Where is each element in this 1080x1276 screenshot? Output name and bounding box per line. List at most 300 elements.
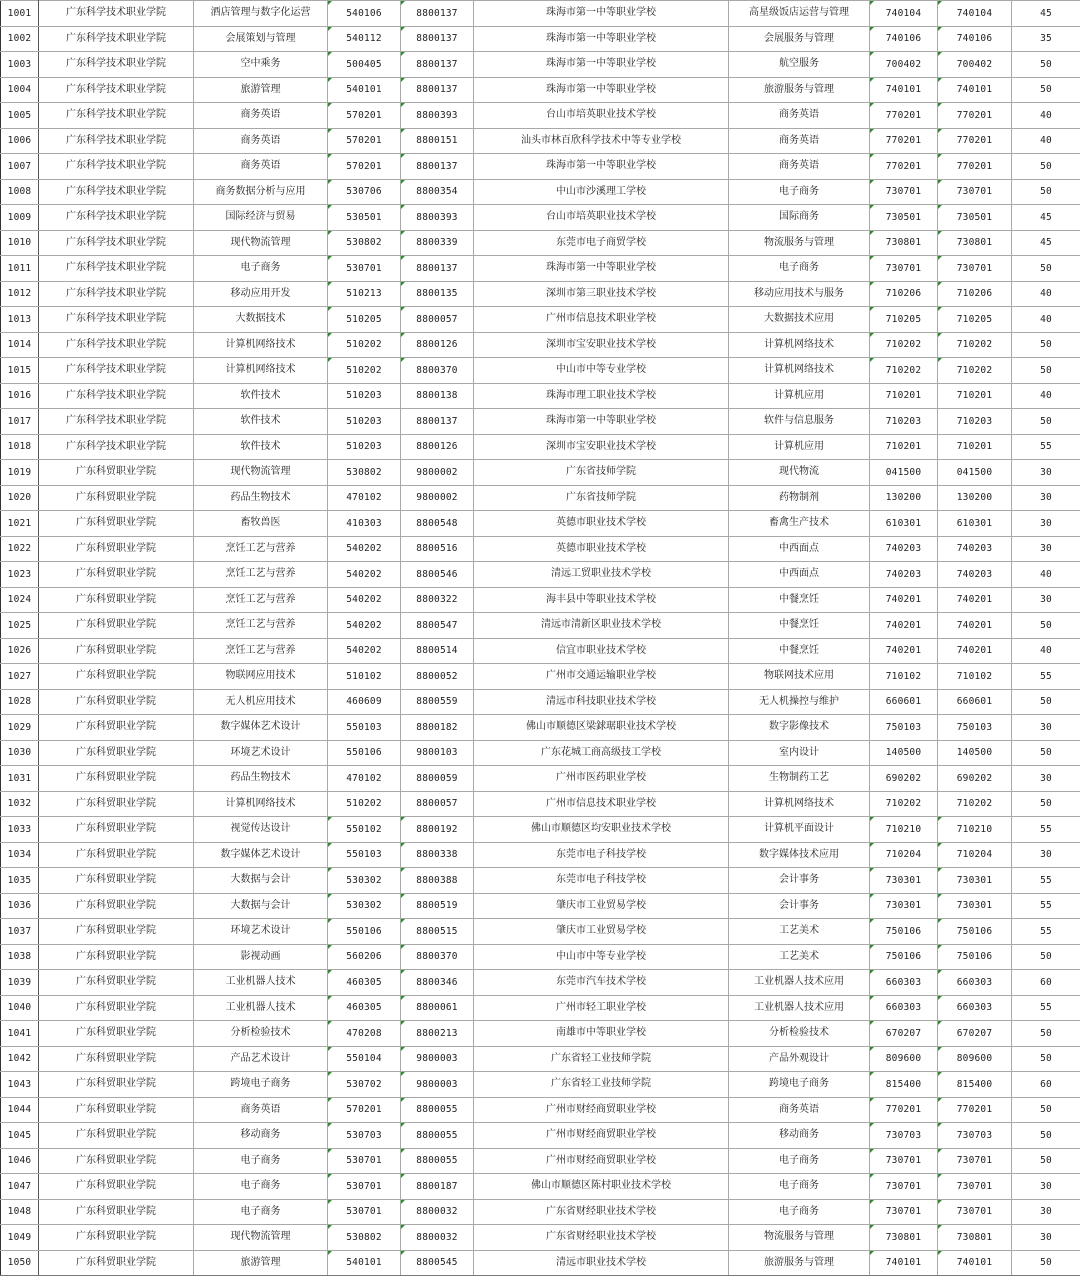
college-cell[interactable]: 广东科贸职业学院 (39, 1021, 194, 1047)
secondary-major-code2-cell[interactable]: 130200 (938, 485, 1012, 511)
secondary-major-code-cell[interactable]: 740106 (870, 26, 938, 52)
row-index-cell[interactable]: 1006 (1, 128, 39, 154)
secondary-major-code2-cell[interactable]: 740203 (938, 562, 1012, 588)
college-cell[interactable]: 广东科贸职业学院 (39, 944, 194, 970)
major-code-cell[interactable]: 460609 (328, 689, 401, 715)
college-cell[interactable]: 广东科贸职业学院 (39, 740, 194, 766)
major-code-cell[interactable]: 530702 (328, 1072, 401, 1098)
enrollment-plan-cell[interactable]: 50 (1012, 1046, 1080, 1072)
college-cell[interactable]: 广东科贸职业学院 (39, 817, 194, 843)
school-code-cell[interactable]: 8800055 (401, 1097, 474, 1123)
enrollment-plan-cell[interactable]: 55 (1012, 817, 1080, 843)
secondary-major-code-cell[interactable]: 710205 (870, 307, 938, 333)
secondary-major-code2-cell[interactable]: 740201 (938, 613, 1012, 639)
row-index-cell[interactable]: 1042 (1, 1046, 39, 1072)
secondary-major-cell[interactable]: 计算机应用 (729, 434, 870, 460)
secondary-major-code-cell[interactable]: 750103 (870, 715, 938, 741)
major-code-cell[interactable]: 540202 (328, 562, 401, 588)
major-cell[interactable]: 商务英语 (194, 1097, 328, 1123)
enrollment-plan-cell[interactable]: 50 (1012, 77, 1080, 103)
college-cell[interactable]: 广东科学技术职业学院 (39, 26, 194, 52)
major-code-cell[interactable]: 530706 (328, 179, 401, 205)
school-cell[interactable]: 深圳市宝安职业技术学校 (474, 332, 729, 358)
college-cell[interactable]: 广东科贸职业学院 (39, 664, 194, 690)
row-index-cell[interactable]: 1048 (1, 1199, 39, 1225)
major-cell[interactable]: 软件技术 (194, 383, 328, 409)
school-cell[interactable]: 汕头市林百欣科学技术中等专业学校 (474, 128, 729, 154)
secondary-major-code-cell[interactable]: 730801 (870, 230, 938, 256)
secondary-major-cell[interactable]: 会展服务与管理 (729, 26, 870, 52)
secondary-major-code-cell[interactable]: 710102 (870, 664, 938, 690)
major-code-cell[interactable]: 540202 (328, 613, 401, 639)
secondary-major-code2-cell[interactable]: 740101 (938, 1250, 1012, 1276)
major-cell[interactable]: 环境艺术设计 (194, 919, 328, 945)
college-cell[interactable]: 广东科学技术职业学院 (39, 281, 194, 307)
secondary-major-code-cell[interactable]: 770201 (870, 128, 938, 154)
major-cell[interactable]: 空中乘务 (194, 52, 328, 78)
major-cell[interactable]: 计算机网络技术 (194, 358, 328, 384)
row-index-cell[interactable]: 1038 (1, 944, 39, 970)
secondary-major-cell[interactable]: 工业机器人技术应用 (729, 970, 870, 996)
secondary-major-cell[interactable]: 电子商务 (729, 1148, 870, 1174)
enrollment-plan-cell[interactable]: 50 (1012, 740, 1080, 766)
major-code-cell[interactable]: 530302 (328, 868, 401, 894)
college-cell[interactable]: 广东科贸职业学院 (39, 970, 194, 996)
secondary-major-code2-cell[interactable]: 660303 (938, 995, 1012, 1021)
major-cell[interactable]: 无人机应用技术 (194, 689, 328, 715)
major-cell[interactable]: 电子商务 (194, 1148, 328, 1174)
major-cell[interactable]: 现代物流管理 (194, 460, 328, 486)
enrollment-plan-cell[interactable]: 30 (1012, 715, 1080, 741)
school-cell[interactable]: 珠海市第一中等职业学校 (474, 256, 729, 282)
major-cell[interactable]: 畜牧兽医 (194, 511, 328, 537)
college-cell[interactable]: 广东科学技术职业学院 (39, 383, 194, 409)
secondary-major-cell[interactable]: 航空服务 (729, 52, 870, 78)
secondary-major-code2-cell[interactable]: 809600 (938, 1046, 1012, 1072)
secondary-major-code-cell[interactable]: 770201 (870, 154, 938, 180)
row-index-cell[interactable]: 1020 (1, 485, 39, 511)
row-index-cell[interactable]: 1039 (1, 970, 39, 996)
college-cell[interactable]: 广东科学技术职业学院 (39, 409, 194, 435)
secondary-major-code2-cell[interactable]: 730301 (938, 893, 1012, 919)
secondary-major-cell[interactable]: 商务英语 (729, 154, 870, 180)
enrollment-plan-cell[interactable]: 45 (1012, 1, 1080, 27)
row-index-cell[interactable]: 1034 (1, 842, 39, 868)
school-code-cell[interactable]: 8800516 (401, 536, 474, 562)
college-cell[interactable]: 广东科学技术职业学院 (39, 230, 194, 256)
secondary-major-code2-cell[interactable]: 750106 (938, 944, 1012, 970)
school-cell[interactable]: 珠海市第一中等职业学校 (474, 409, 729, 435)
row-index-cell[interactable]: 1009 (1, 205, 39, 231)
school-code-cell[interactable]: 8800151 (401, 128, 474, 154)
major-cell[interactable]: 视觉传达设计 (194, 817, 328, 843)
secondary-major-cell[interactable]: 电子商务 (729, 1199, 870, 1225)
secondary-major-cell[interactable]: 药物制剂 (729, 485, 870, 511)
secondary-major-code-cell[interactable]: 660303 (870, 995, 938, 1021)
major-code-cell[interactable]: 550103 (328, 715, 401, 741)
enrollment-plan-cell[interactable]: 45 (1012, 230, 1080, 256)
enrollment-plan-cell[interactable]: 50 (1012, 358, 1080, 384)
secondary-major-code2-cell[interactable]: 710201 (938, 434, 1012, 460)
major-cell[interactable]: 现代物流管理 (194, 230, 328, 256)
secondary-major-cell[interactable]: 计算机应用 (729, 383, 870, 409)
major-code-cell[interactable]: 540202 (328, 536, 401, 562)
school-cell[interactable]: 肇庆市工业贸易学校 (474, 919, 729, 945)
major-cell[interactable]: 电子商务 (194, 1174, 328, 1200)
school-cell[interactable]: 清远市科技职业技术学校 (474, 689, 729, 715)
secondary-major-cell[interactable]: 中西面点 (729, 562, 870, 588)
school-cell[interactable]: 佛山市顺德区梁銶琚职业技术学校 (474, 715, 729, 741)
secondary-major-cell[interactable]: 软件与信息服务 (729, 409, 870, 435)
secondary-major-code2-cell[interactable]: 770201 (938, 103, 1012, 129)
secondary-major-code2-cell[interactable]: 710102 (938, 664, 1012, 690)
secondary-major-code-cell[interactable]: 730701 (870, 256, 938, 282)
row-index-cell[interactable]: 1030 (1, 740, 39, 766)
major-cell[interactable]: 工业机器人技术 (194, 995, 328, 1021)
school-cell[interactable]: 东莞市电子商贸学校 (474, 230, 729, 256)
secondary-major-code-cell[interactable]: 730701 (870, 1199, 938, 1225)
secondary-major-code2-cell[interactable]: 710210 (938, 817, 1012, 843)
secondary-major-code-cell[interactable]: 815400 (870, 1072, 938, 1098)
secondary-major-code2-cell[interactable]: 740101 (938, 77, 1012, 103)
secondary-major-cell[interactable]: 物流服务与管理 (729, 1225, 870, 1251)
row-index-cell[interactable]: 1007 (1, 154, 39, 180)
major-cell[interactable]: 电子商务 (194, 1199, 328, 1225)
secondary-major-code2-cell[interactable]: 750106 (938, 919, 1012, 945)
secondary-major-cell[interactable]: 国际商务 (729, 205, 870, 231)
enrollment-plan-cell[interactable]: 30 (1012, 1174, 1080, 1200)
secondary-major-cell[interactable]: 商务英语 (729, 128, 870, 154)
major-code-cell[interactable]: 460305 (328, 995, 401, 1021)
secondary-major-code-cell[interactable]: 730701 (870, 179, 938, 205)
school-cell[interactable]: 深圳市宝安职业技术学校 (474, 434, 729, 460)
major-code-cell[interactable]: 530703 (328, 1123, 401, 1149)
college-cell[interactable]: 广东科贸职业学院 (39, 485, 194, 511)
school-code-cell[interactable]: 8800393 (401, 103, 474, 129)
major-code-cell[interactable]: 550104 (328, 1046, 401, 1072)
school-code-cell[interactable]: 8800515 (401, 919, 474, 945)
secondary-major-cell[interactable]: 产品外观设计 (729, 1046, 870, 1072)
major-code-cell[interactable]: 550106 (328, 740, 401, 766)
enrollment-plan-cell[interactable]: 60 (1012, 1072, 1080, 1098)
college-cell[interactable]: 广东科学技术职业学院 (39, 52, 194, 78)
secondary-major-code2-cell[interactable]: 690202 (938, 766, 1012, 792)
secondary-major-cell[interactable]: 工艺美术 (729, 919, 870, 945)
school-code-cell[interactable]: 8800546 (401, 562, 474, 588)
major-cell[interactable]: 产品艺术设计 (194, 1046, 328, 1072)
college-cell[interactable]: 广东科贸职业学院 (39, 536, 194, 562)
row-index-cell[interactable]: 1033 (1, 817, 39, 843)
college-cell[interactable]: 广东科贸职业学院 (39, 1250, 194, 1276)
secondary-major-code-cell[interactable]: 740201 (870, 587, 938, 613)
school-code-cell[interactable]: 8800135 (401, 281, 474, 307)
secondary-major-cell[interactable]: 畜禽生产技术 (729, 511, 870, 537)
major-cell[interactable]: 数字媒体艺术设计 (194, 715, 328, 741)
college-cell[interactable]: 广东科贸职业学院 (39, 1123, 194, 1149)
major-code-cell[interactable]: 410303 (328, 511, 401, 537)
secondary-major-code2-cell[interactable]: 815400 (938, 1072, 1012, 1098)
secondary-major-code-cell[interactable]: 730301 (870, 893, 938, 919)
enrollment-plan-cell[interactable]: 50 (1012, 179, 1080, 205)
college-cell[interactable]: 广东科学技术职业学院 (39, 307, 194, 333)
secondary-major-code2-cell[interactable]: 730501 (938, 205, 1012, 231)
school-cell[interactable]: 珠海市第一中等职业学校 (474, 52, 729, 78)
school-cell[interactable]: 佛山市顺德区均安职业技术学校 (474, 817, 729, 843)
major-code-cell[interactable]: 570201 (328, 1097, 401, 1123)
college-cell[interactable]: 广东科学技术职业学院 (39, 103, 194, 129)
school-code-cell[interactable]: 8800182 (401, 715, 474, 741)
college-cell[interactable]: 广东科学技术职业学院 (39, 332, 194, 358)
secondary-major-code-cell[interactable]: 710201 (870, 383, 938, 409)
major-cell[interactable]: 烹饪工艺与营养 (194, 562, 328, 588)
row-index-cell[interactable]: 1003 (1, 52, 39, 78)
enrollment-plan-cell[interactable]: 50 (1012, 256, 1080, 282)
school-cell[interactable]: 台山市培英职业技术学校 (474, 205, 729, 231)
enrollment-plan-cell[interactable]: 50 (1012, 689, 1080, 715)
major-code-cell[interactable]: 550103 (328, 842, 401, 868)
major-code-cell[interactable]: 530701 (328, 1199, 401, 1225)
enrollment-plan-cell[interactable]: 50 (1012, 52, 1080, 78)
school-code-cell[interactable]: 8800322 (401, 587, 474, 613)
row-index-cell[interactable]: 1014 (1, 332, 39, 358)
major-code-cell[interactable]: 530701 (328, 256, 401, 282)
school-cell[interactable]: 台山市培英职业技术学校 (474, 103, 729, 129)
school-cell[interactable]: 清远工贸职业技术学校 (474, 562, 729, 588)
college-cell[interactable]: 广东科学技术职业学院 (39, 434, 194, 460)
college-cell[interactable]: 广东科贸职业学院 (39, 1097, 194, 1123)
enrollment-plan-cell[interactable]: 50 (1012, 1250, 1080, 1276)
major-code-cell[interactable]: 510213 (328, 281, 401, 307)
row-index-cell[interactable]: 1019 (1, 460, 39, 486)
enrollment-plan-cell[interactable]: 50 (1012, 154, 1080, 180)
row-index-cell[interactable]: 1046 (1, 1148, 39, 1174)
secondary-major-cell[interactable]: 中餐烹饪 (729, 613, 870, 639)
major-cell[interactable]: 移动商务 (194, 1123, 328, 1149)
major-code-cell[interactable]: 540202 (328, 638, 401, 664)
school-code-cell[interactable]: 8800393 (401, 205, 474, 231)
major-code-cell[interactable]: 570201 (328, 103, 401, 129)
secondary-major-cell[interactable]: 中餐烹饪 (729, 587, 870, 613)
college-cell[interactable]: 广东科贸职业学院 (39, 1072, 194, 1098)
secondary-major-cell[interactable]: 电子商务 (729, 1174, 870, 1200)
row-index-cell[interactable]: 1017 (1, 409, 39, 435)
school-cell[interactable]: 广州市医药职业学校 (474, 766, 729, 792)
major-cell[interactable]: 现代物流管理 (194, 1225, 328, 1251)
college-cell[interactable]: 广东科学技术职业学院 (39, 358, 194, 384)
row-index-cell[interactable]: 1016 (1, 383, 39, 409)
row-index-cell[interactable]: 1028 (1, 689, 39, 715)
secondary-major-code-cell[interactable]: 700402 (870, 52, 938, 78)
school-cell[interactable]: 广东花城工商高级技工学校 (474, 740, 729, 766)
college-cell[interactable]: 广东科贸职业学院 (39, 1225, 194, 1251)
school-cell[interactable]: 佛山市顺德区陈村职业技术学校 (474, 1174, 729, 1200)
major-code-cell[interactable]: 510203 (328, 409, 401, 435)
school-code-cell[interactable]: 8800370 (401, 944, 474, 970)
secondary-major-code-cell[interactable]: 750106 (870, 944, 938, 970)
school-cell[interactable]: 中山市沙溪理工学校 (474, 179, 729, 205)
major-code-cell[interactable]: 550102 (328, 817, 401, 843)
secondary-major-code2-cell[interactable]: 041500 (938, 460, 1012, 486)
enrollment-plan-cell[interactable]: 50 (1012, 1097, 1080, 1123)
secondary-major-cell[interactable]: 无人机操控与维护 (729, 689, 870, 715)
secondary-major-code2-cell[interactable]: 770201 (938, 1097, 1012, 1123)
major-code-cell[interactable]: 530802 (328, 1225, 401, 1251)
college-cell[interactable]: 广东科学技术职业学院 (39, 154, 194, 180)
school-code-cell[interactable]: 8800137 (401, 52, 474, 78)
secondary-major-cell[interactable]: 会计事务 (729, 893, 870, 919)
major-code-cell[interactable]: 470208 (328, 1021, 401, 1047)
school-code-cell[interactable]: 8800052 (401, 664, 474, 690)
major-code-cell[interactable]: 510202 (328, 791, 401, 817)
secondary-major-code-cell[interactable]: 809600 (870, 1046, 938, 1072)
school-code-cell[interactable]: 8800213 (401, 1021, 474, 1047)
secondary-major-code-cell[interactable]: 730703 (870, 1123, 938, 1149)
major-cell[interactable]: 旅游管理 (194, 77, 328, 103)
college-cell[interactable]: 广东科学技术职业学院 (39, 256, 194, 282)
major-cell[interactable]: 烹饪工艺与营养 (194, 536, 328, 562)
secondary-major-code-cell[interactable]: 710202 (870, 791, 938, 817)
school-code-cell[interactable]: 8800138 (401, 383, 474, 409)
row-index-cell[interactable]: 1027 (1, 664, 39, 690)
school-cell[interactable]: 东莞市电子科技学校 (474, 868, 729, 894)
major-cell[interactable]: 大数据与会计 (194, 868, 328, 894)
major-code-cell[interactable]: 540112 (328, 26, 401, 52)
secondary-major-code2-cell[interactable]: 730703 (938, 1123, 1012, 1149)
school-cell[interactable]: 广州市财经商贸职业学校 (474, 1097, 729, 1123)
secondary-major-code2-cell[interactable]: 710201 (938, 383, 1012, 409)
enrollment-plan-cell[interactable]: 40 (1012, 562, 1080, 588)
school-cell[interactable]: 中山市中等专业学校 (474, 358, 729, 384)
secondary-major-code2-cell[interactable]: 660601 (938, 689, 1012, 715)
secondary-major-code2-cell[interactable]: 740106 (938, 26, 1012, 52)
enrollment-plan-cell[interactable]: 30 (1012, 766, 1080, 792)
row-index-cell[interactable]: 1045 (1, 1123, 39, 1149)
secondary-major-cell[interactable]: 商务英语 (729, 103, 870, 129)
major-code-cell[interactable]: 510203 (328, 434, 401, 460)
secondary-major-code-cell[interactable]: 710206 (870, 281, 938, 307)
enrollment-plan-cell[interactable]: 30 (1012, 460, 1080, 486)
major-cell[interactable]: 数字媒体艺术设计 (194, 842, 328, 868)
school-code-cell[interactable]: 8800519 (401, 893, 474, 919)
enrollment-plan-cell[interactable]: 40 (1012, 128, 1080, 154)
secondary-major-code-cell[interactable]: 740201 (870, 613, 938, 639)
secondary-major-code2-cell[interactable]: 740201 (938, 587, 1012, 613)
enrollment-plan-cell[interactable]: 45 (1012, 205, 1080, 231)
secondary-major-code-cell[interactable]: 690202 (870, 766, 938, 792)
secondary-major-code-cell[interactable]: 730501 (870, 205, 938, 231)
secondary-major-code-cell[interactable]: 710202 (870, 358, 938, 384)
secondary-major-cell[interactable]: 工艺美术 (729, 944, 870, 970)
school-cell[interactable]: 广东省技师学院 (474, 460, 729, 486)
enrollment-plan-cell[interactable]: 50 (1012, 1021, 1080, 1047)
enrollment-plan-cell[interactable]: 55 (1012, 664, 1080, 690)
major-cell[interactable]: 烹饪工艺与营养 (194, 638, 328, 664)
row-index-cell[interactable]: 1037 (1, 919, 39, 945)
major-code-cell[interactable]: 510205 (328, 307, 401, 333)
college-cell[interactable]: 广东科贸职业学院 (39, 1148, 194, 1174)
secondary-major-cell[interactable]: 跨境电子商务 (729, 1072, 870, 1098)
school-cell[interactable]: 珠海市第一中等职业学校 (474, 77, 729, 103)
secondary-major-cell[interactable]: 电子商务 (729, 179, 870, 205)
secondary-major-code-cell[interactable]: 041500 (870, 460, 938, 486)
secondary-major-code-cell[interactable]: 730301 (870, 868, 938, 894)
secondary-major-code2-cell[interactable]: 730801 (938, 230, 1012, 256)
row-index-cell[interactable]: 1031 (1, 766, 39, 792)
major-cell[interactable]: 药品生物技术 (194, 485, 328, 511)
school-code-cell[interactable]: 8800370 (401, 358, 474, 384)
school-cell[interactable]: 南雄市中等职业学校 (474, 1021, 729, 1047)
row-index-cell[interactable]: 1001 (1, 1, 39, 27)
major-code-cell[interactable]: 540101 (328, 1250, 401, 1276)
secondary-major-code2-cell[interactable]: 730301 (938, 868, 1012, 894)
secondary-major-code2-cell[interactable]: 730801 (938, 1225, 1012, 1251)
major-code-cell[interactable]: 460305 (328, 970, 401, 996)
secondary-major-code-cell[interactable]: 730701 (870, 1148, 938, 1174)
school-code-cell[interactable]: 8800339 (401, 230, 474, 256)
row-index-cell[interactable]: 1022 (1, 536, 39, 562)
college-cell[interactable]: 广东科贸职业学院 (39, 638, 194, 664)
secondary-major-cell[interactable]: 旅游服务与管理 (729, 77, 870, 103)
secondary-major-code-cell[interactable]: 660601 (870, 689, 938, 715)
major-cell[interactable]: 影视动画 (194, 944, 328, 970)
enrollment-plan-cell[interactable]: 30 (1012, 511, 1080, 537)
college-cell[interactable]: 广东科贸职业学院 (39, 689, 194, 715)
school-code-cell[interactable]: 8800545 (401, 1250, 474, 1276)
major-code-cell[interactable]: 530501 (328, 205, 401, 231)
secondary-major-cell[interactable]: 中餐烹饪 (729, 638, 870, 664)
secondary-major-code-cell[interactable]: 660303 (870, 970, 938, 996)
school-code-cell[interactable]: 8800559 (401, 689, 474, 715)
row-index-cell[interactable]: 1024 (1, 587, 39, 613)
college-cell[interactable]: 广东科学技术职业学院 (39, 77, 194, 103)
major-cell[interactable]: 计算机网络技术 (194, 791, 328, 817)
major-code-cell[interactable]: 570201 (328, 128, 401, 154)
enrollment-plan-cell[interactable]: 55 (1012, 868, 1080, 894)
secondary-major-cell[interactable]: 商务英语 (729, 1097, 870, 1123)
enrollment-plan-cell[interactable]: 55 (1012, 919, 1080, 945)
major-code-cell[interactable]: 530802 (328, 460, 401, 486)
row-index-cell[interactable]: 1049 (1, 1225, 39, 1251)
major-cell[interactable]: 旅游管理 (194, 1250, 328, 1276)
secondary-major-cell[interactable]: 分析检验技术 (729, 1021, 870, 1047)
major-code-cell[interactable]: 510203 (328, 383, 401, 409)
school-cell[interactable]: 广东省财经职业技术学校 (474, 1225, 729, 1251)
school-cell[interactable]: 珠海市第一中等职业学校 (474, 154, 729, 180)
secondary-major-code2-cell[interactable]: 670207 (938, 1021, 1012, 1047)
major-cell[interactable]: 商务英语 (194, 103, 328, 129)
school-code-cell[interactable]: 9800003 (401, 1046, 474, 1072)
enrollment-plan-cell[interactable]: 50 (1012, 613, 1080, 639)
secondary-major-code-cell[interactable]: 130200 (870, 485, 938, 511)
enrollment-plan-cell[interactable]: 50 (1012, 332, 1080, 358)
secondary-major-code-cell[interactable]: 670207 (870, 1021, 938, 1047)
school-cell[interactable]: 英德市职业技术学校 (474, 536, 729, 562)
school-cell[interactable]: 信宜市职业技术学校 (474, 638, 729, 664)
major-code-cell[interactable]: 510202 (328, 332, 401, 358)
secondary-major-code-cell[interactable]: 770201 (870, 1097, 938, 1123)
secondary-major-code-cell[interactable]: 740203 (870, 562, 938, 588)
school-code-cell[interactable]: 8800137 (401, 409, 474, 435)
secondary-major-cell[interactable]: 现代物流 (729, 460, 870, 486)
major-code-cell[interactable]: 530701 (328, 1148, 401, 1174)
enrollment-plan-cell[interactable]: 50 (1012, 1123, 1080, 1149)
secondary-major-cell[interactable]: 大数据技术应用 (729, 307, 870, 333)
row-index-cell[interactable]: 1050 (1, 1250, 39, 1276)
college-cell[interactable]: 广东科贸职业学院 (39, 868, 194, 894)
row-index-cell[interactable]: 1047 (1, 1174, 39, 1200)
secondary-major-cell[interactable]: 生物制药工艺 (729, 766, 870, 792)
major-code-cell[interactable]: 500405 (328, 52, 401, 78)
